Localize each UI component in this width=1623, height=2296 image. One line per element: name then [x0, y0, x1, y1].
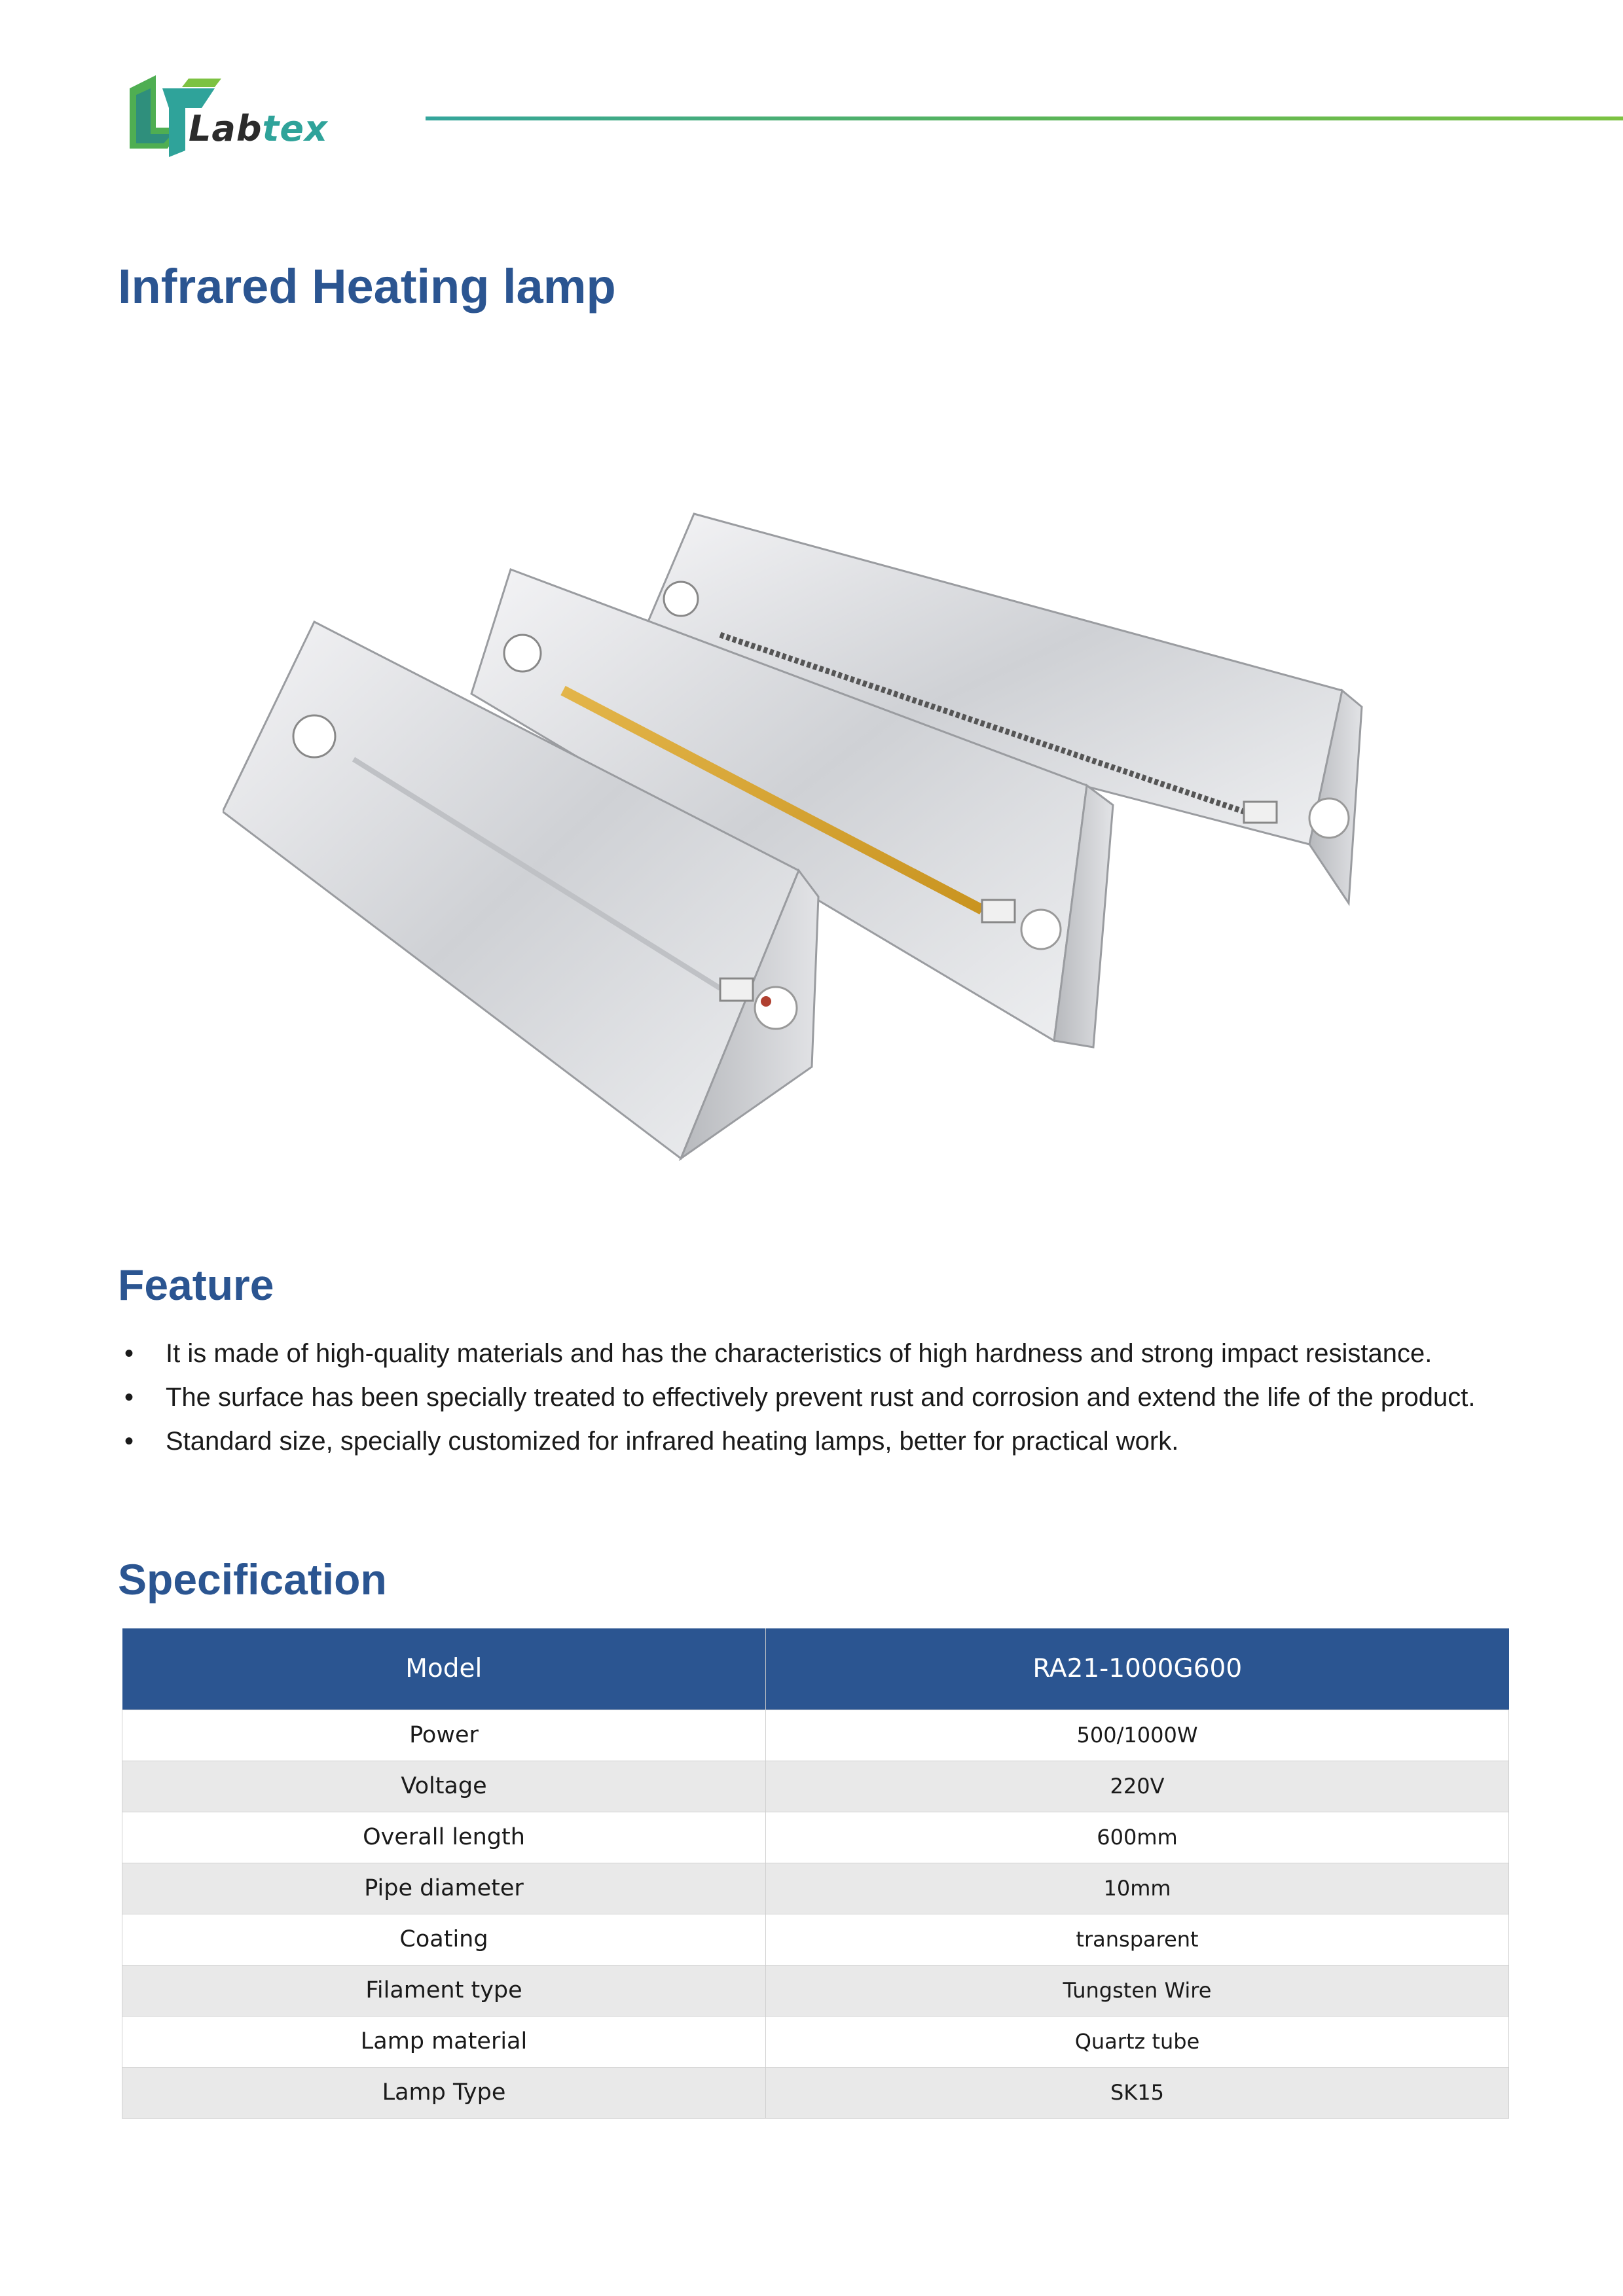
spec-value: Tungsten Wire	[766, 1965, 1509, 2016]
table-row	[122, 1710, 1509, 1761]
feature-item: • The surface has been specially treated to effectively prevent rust and corrosion and extend the life of the product.	[124, 1376, 1532, 1420]
logo-text-tex: tex	[262, 108, 328, 149]
spec-label: Filament type	[122, 1965, 766, 2016]
specification-heading: Specification	[118, 1555, 387, 1604]
feature-item: • Standard size, specially customized for infrared heating lamps, better for practical work.	[124, 1420, 1532, 1463]
spec-label: Power	[122, 1710, 766, 1761]
spec-label: Coating	[122, 1914, 766, 1965]
spec-value: SK15	[766, 2067, 1509, 2118]
table-row	[122, 2067, 1509, 2118]
spec-label: Pipe diameter	[122, 1863, 766, 1914]
specification-table	[122, 1628, 1509, 2119]
table-row	[122, 1761, 1509, 1812]
logo-text-lab: Lab	[189, 108, 263, 149]
table-row	[122, 1965, 1509, 2016]
table-row	[122, 1812, 1509, 1863]
feature-list	[124, 1332, 1532, 1463]
table-row	[122, 1914, 1509, 1965]
spec-label: Voltage	[122, 1761, 766, 1812]
spec-value: Quartz tube	[766, 2016, 1509, 2067]
table-header-row	[122, 1628, 1509, 1710]
spec-value: 10mm	[766, 1863, 1509, 1914]
spec-label: Lamp Type	[122, 2067, 766, 2118]
spec-value: 600mm	[766, 1812, 1509, 1863]
table-header-cell: RA21-1000G600	[766, 1628, 1509, 1710]
header-rule	[426, 117, 1623, 120]
logo-wordmark	[189, 108, 328, 149]
feature-heading: Feature	[118, 1261, 274, 1309]
table-row	[122, 1863, 1509, 1914]
spec-label: Overall length	[122, 1812, 766, 1863]
spec-value: 220V	[766, 1761, 1509, 1812]
spec-value: 500/1000W	[766, 1710, 1509, 1761]
table-row	[122, 2016, 1509, 2067]
page-title: Infrared Heating lamp	[118, 259, 616, 314]
spec-label: Lamp material	[122, 2016, 766, 2067]
feature-item: • It is made of high-quality materials and has the characteristics of high hardness and strong impact resistance.	[124, 1332, 1532, 1376]
table-header-cell: Model	[122, 1628, 766, 1710]
spec-value: transparent	[766, 1914, 1509, 1965]
product-image	[223, 504, 1375, 1172]
